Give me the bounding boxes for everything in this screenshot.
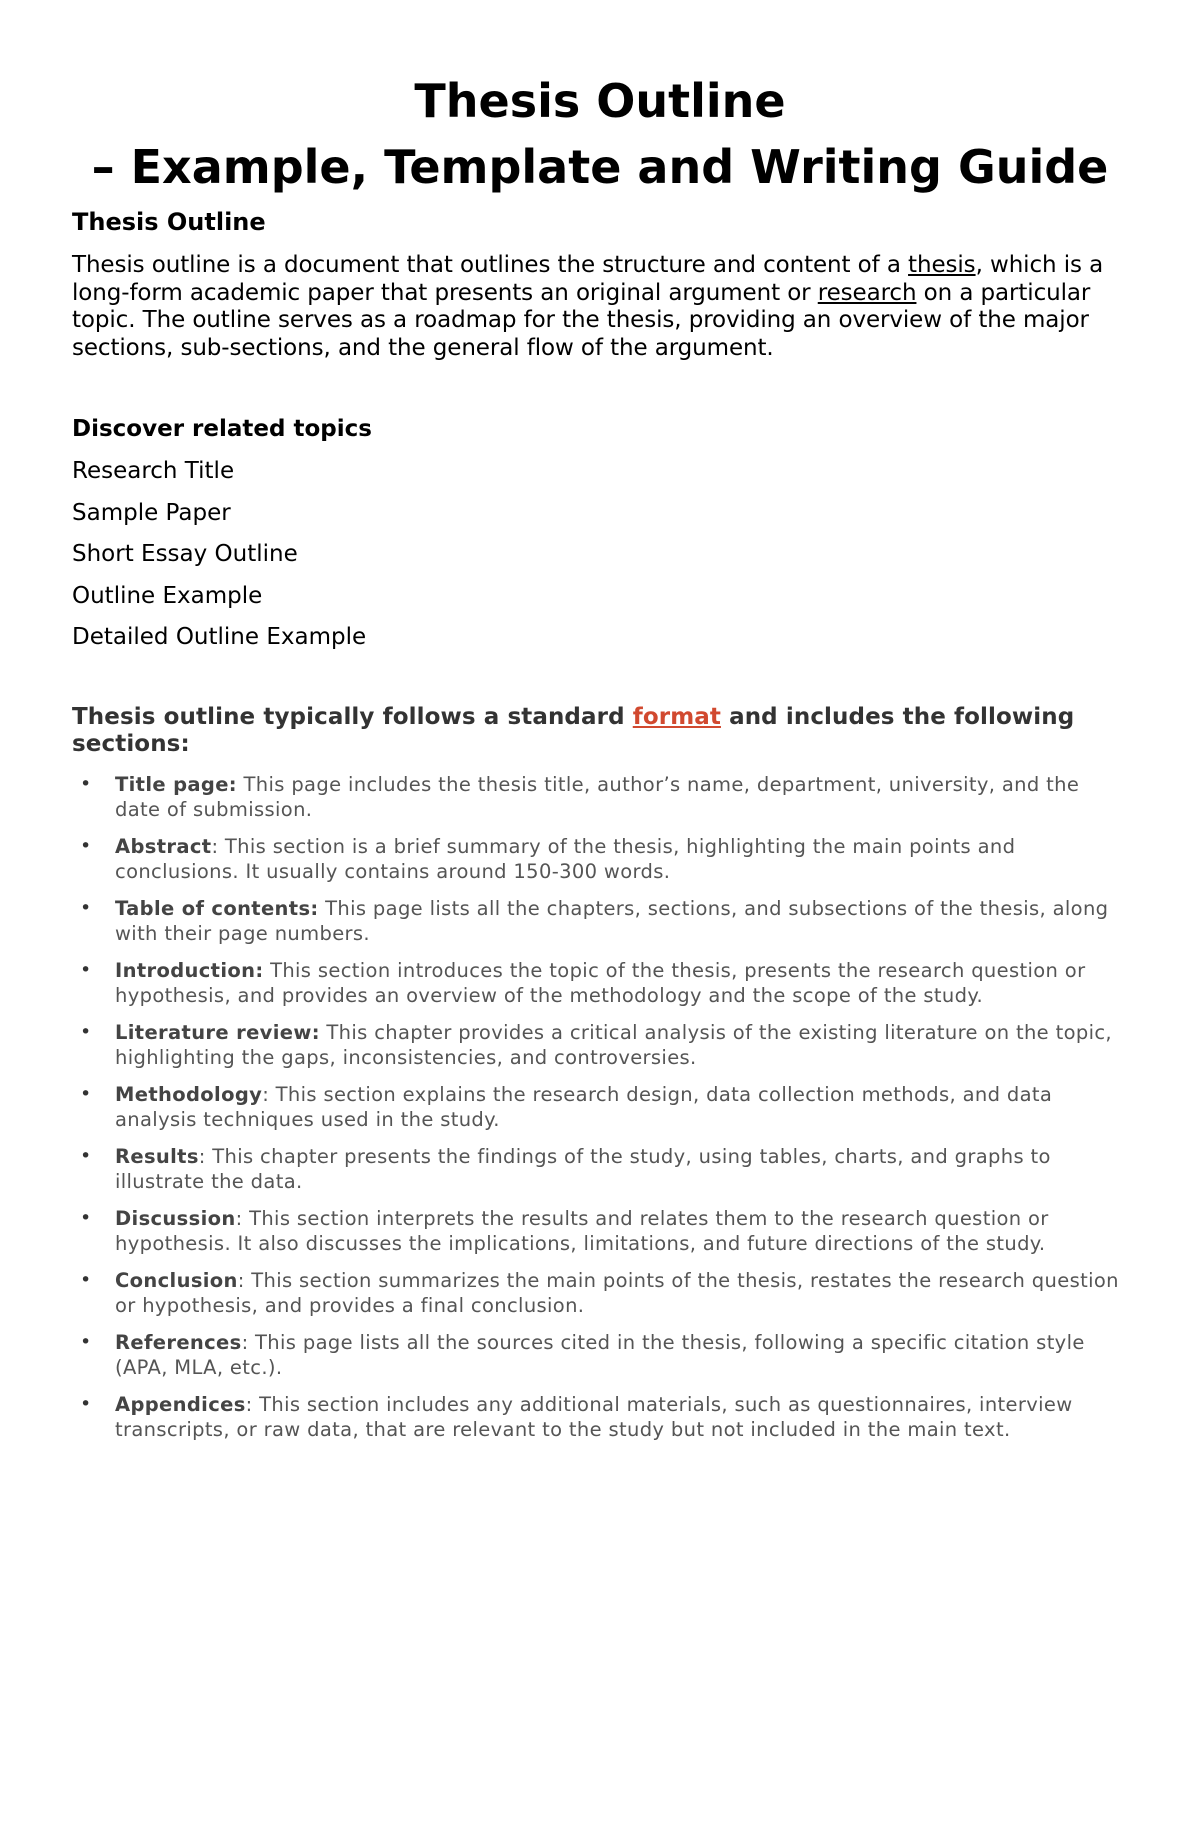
title-line-2: – Example, Template and Writing Guide — [91, 140, 1109, 194]
intro-text-2: , which is a long-form academic paper that presents an original argument or — [72, 252, 1104, 306]
section-term: Introduction: — [115, 959, 264, 982]
section-term: Conclusion — [115, 1269, 238, 1292]
format-heading — [72, 704, 1128, 758]
section-list-item — [72, 1082, 1128, 1132]
section-list-item — [72, 1144, 1128, 1194]
section-term: Results — [115, 1145, 199, 1168]
section-term: Title page: — [115, 773, 237, 796]
bullet-icon: • — [80, 1021, 92, 1043]
related-topic-item[interactable]: Detailed Outline Example — [72, 624, 367, 650]
section-description: : This page lists all the sources cited in the thesis, following a specific citation style (APA, MLA, etc.). — [115, 1331, 1085, 1379]
section-term: References — [115, 1331, 242, 1354]
bullet-icon: • — [80, 1331, 92, 1353]
section-description: This chapter provides a critical analysis of the existing literature on the topic, highlighting the gaps, inconsistencies, and controversies. — [115, 1021, 1112, 1069]
thesis-link[interactable]: thesis — [908, 252, 976, 278]
research-link[interactable]: research — [817, 279, 917, 306]
section-list-item — [72, 1206, 1128, 1256]
section-list-item — [72, 1392, 1128, 1442]
related-topic-item[interactable]: Sample Paper — [72, 499, 231, 526]
section-list-item — [72, 958, 1128, 1008]
related-topic-item[interactable]: Short Essay Outline — [72, 541, 298, 567]
section-list-item — [72, 896, 1128, 946]
section-term: Abstract — [115, 835, 212, 858]
bullet-icon: • — [80, 1083, 92, 1105]
section-term: Appendices — [115, 1393, 246, 1416]
bullet-icon: • — [80, 959, 92, 981]
section-list-item — [72, 772, 1128, 822]
bullet-icon: • — [80, 835, 92, 857]
section-description: : This section explains the research design, data collection methods, and data analysis techniques used in the study. — [115, 1083, 1053, 1131]
intro-text-3: on a particular topic. The outline serves as a roadmap for the thesis, providing an overview of the major sections, sub-sections, and the general flow of the argument. — [72, 279, 1091, 361]
bullet-icon: • — [80, 773, 92, 795]
section-list-item — [72, 1020, 1128, 1070]
bullet-icon: • — [80, 1207, 92, 1229]
section-list-item — [72, 1330, 1128, 1380]
section-description: This page lists all the chapters, sections, and subsections of the thesis, along with their page numbers. — [115, 897, 1109, 945]
format-heading-text-1: Thesis outline typically follows a standard — [72, 704, 633, 730]
intro-paragraph — [72, 252, 1128, 362]
section-description: : This section summarizes the main points of the thesis, restates the research question or hypothesis, and provides a final conclusion. — [115, 1269, 1119, 1317]
related-topics-list — [72, 456, 1128, 652]
section-description: : This chapter presents the findings of the study, using tables, charts, and graphs to illustrate the data. — [115, 1145, 1051, 1193]
format-heading-text-2: and includes the following sections: — [72, 704, 1075, 757]
section-list-item — [72, 834, 1128, 884]
section-description: This page includes the thesis title, author’s name, department, university, and the date of submission. — [115, 773, 1080, 821]
section-term: Methodology — [115, 1083, 263, 1106]
section-description: : This section interprets the results and relates them to the research question or hypothesis. It also discusses the implications, limitations, and future directions of the study. — [115, 1207, 1049, 1255]
title-line-1: Thesis Outline — [414, 74, 786, 128]
section-description: This section introduces the topic of the thesis, presents the research question or hypothesis, and provides an overview of the methodology and the scope of the study. — [115, 959, 1086, 1007]
section-description: : This section is a brief summary of the thesis, highlighting the main points and conclusions. It usually contains around 150-300 words. — [115, 835, 1016, 883]
section-heading: Thesis Outline — [72, 208, 266, 236]
bullet-icon: • — [80, 897, 92, 919]
related-topic-item[interactable]: Outline Example — [72, 582, 263, 609]
related-topics-heading: Discover related topics — [72, 416, 372, 442]
section-list-item — [72, 1268, 1128, 1318]
section-term: Table of contents: — [115, 897, 319, 920]
section-term: Literature review: — [115, 1021, 320, 1044]
section-term: Discussion — [115, 1207, 236, 1230]
intro-text-1: Thesis outline is a document that outlines the structure and content of a — [72, 252, 909, 278]
section-description: : This section includes any additional materials, such as questionnaires, interview transcripts, or raw data, that are relevant to the study but not included in the main text. — [115, 1393, 1073, 1441]
bullet-icon: • — [80, 1269, 92, 1291]
document-title — [72, 68, 1128, 200]
bullet-icon: • — [80, 1393, 92, 1415]
format-link[interactable]: format — [632, 704, 721, 730]
related-topic-item[interactable]: Research Title — [72, 458, 235, 484]
sections-list — [72, 772, 1128, 1442]
bullet-icon: • — [80, 1145, 92, 1167]
